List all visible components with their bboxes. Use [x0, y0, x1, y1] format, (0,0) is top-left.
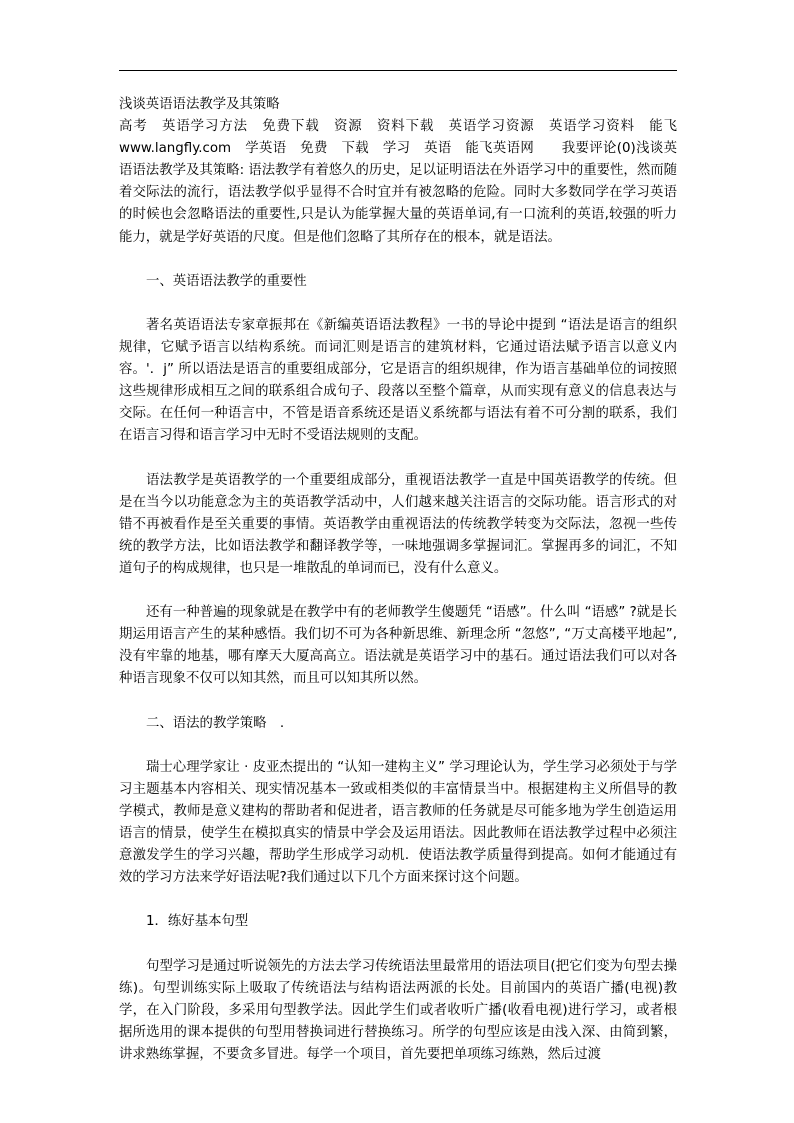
paragraph-spacer — [119, 934, 677, 956]
document-body — [119, 94, 691, 1066]
paragraph-spacer — [119, 293, 677, 315]
paragraph-spacer — [119, 889, 677, 911]
document-title: 浅谈英语语法教学及其策略 — [119, 97, 280, 112]
paragraph-spacer — [119, 691, 677, 713]
header-rule — [119, 70, 677, 71]
paragraph-spacer — [119, 580, 677, 602]
paragraph-spacer — [119, 735, 677, 757]
intro-paragraph: 高考 英语学习方法 免费下载 资源 资料下载 英语学习资源 英语学习资料 能飞 www.langfly.com 学英语 免费 下载 学习 英语 能飞英语网 我要评论(0)浅谈英语语法教学及其策略: 语法教学有着悠久的历史，足以证明语法在外语学习中的重要性，然而随着交际法的流行，语法教学似乎显得不合时宜并有被忽略的危险。同时大多数同学在学习英语的时候也会忽略语法的重要性,只是认为能掌握大量的英语单词,有一口流利的英语,较强的听力能力，就是学好英语的尺度。但是他们忽略了其所存在的根本，就是语法。 — [119, 119, 691, 245]
subsection-heading-sentence-patterns: 1．练好基本句型 — [146, 914, 249, 930]
body-paragraph: 语法教学是英语教学的一个重要组成部分，重视语法教学一直是中国英语教学的传统。但是在当今以功能意念为主的英语教学活动中，人们越来越关注语言的交际功能。语言形式的对错不再被看作是至关重要的事情。英语教学由重视语法的传统教学转变为交际法，忽视一些传统的教学方法，比如语法教学和翻译教学等，一味地强调多掌握词汇。掌握再多的词汇，不知道句子的构成规律，也只是一堆散乱的单词而已，没有什么意义。 — [119, 472, 677, 576]
section-heading-importance: 一、英语语法教学的重要性 — [146, 273, 307, 289]
section-heading-strategies: 二、语法的教学策略 . — [146, 715, 285, 731]
body-paragraph: 瑞士心理学家让 · 皮亚杰提出的 “认知一建构主义” 学习理论认为，学生学习必须处于与学习主题基本内容相关、现实情况基本一致或相类似的丰富情景当中。根据建构主义所倡导的教学模式，教师是意义建构的帮助者和促进者，语言教师的任务就是尽可能多地为学生创造运用语言的情景，使学生在模拟真实的情景中学会及运用语法。因此教师在语法教学过程中必须注意激发学生的学习兴趣，帮助学生形成学习动机．使语法教学质量得到提高。如何才能通过有效的学习方法来学好语法呢?我们通过以下几个方面来探讨这个问题。 — [119, 759, 677, 886]
paragraph-spacer — [119, 448, 677, 470]
paragraph-spacer — [119, 249, 677, 271]
body-paragraph: 还有一种普遍的现象就是在教学中有的老师教学生傻题凭 “语感”。什么叫 “语感” ?就是长期运用语言产生的某种感悟。我们切不可为各种新思维、新理念所 “忽悠”, “万丈高楼平地起”, 没有牢靠的地基，哪有摩天大厦高高立。语法就是英语学习中的基石。通过语法我们可以对各种语言现象不仅可以知其然，而且可以知其所以然。 — [119, 605, 677, 687]
body-paragraph: 著名英语语法专家章振邦在《新编英语语法教程》一书的导论中提到 “语法是语言的组织规律，它赋予语言以结构系统。而词汇则是语言的建筑材料，它通过语法赋予语言以意义内容。'．j” 所以语法是语言的重要组成部分，它是语言的组织规律，作为语言基础单位的词按照这些规律形成相互之间的联系组合成句子、段落以至整个篇章，从而实现有意义的信息表达与交际。在任何一种语言中，不管是语音系统还是语义系统都与语法有着不可分割的联系，我们在语言习得和语言学习中无时不受语法规则的支配。 — [119, 317, 677, 444]
body-paragraph: 句型学习是通过听说领先的方法去学习传统语法里最常用的语法项目(把它们变为句型去操练)。句型训练实际上吸取了传统语法与结构语法两派的长处。目前国内的英语广播(电视)教学，在入门阶段，多采用句型教学法。因此学生们或者收听广播(收看电视)进行学习，或者根据所选用的课本提供的句型用替换词进行替换练习。所学的句型应该是由浅入深、由简到繁，讲求熟练掌握，不要贪多冒进。每学一个项目，首先要把单项练习练熟，然后过渡 — [119, 958, 677, 1063]
